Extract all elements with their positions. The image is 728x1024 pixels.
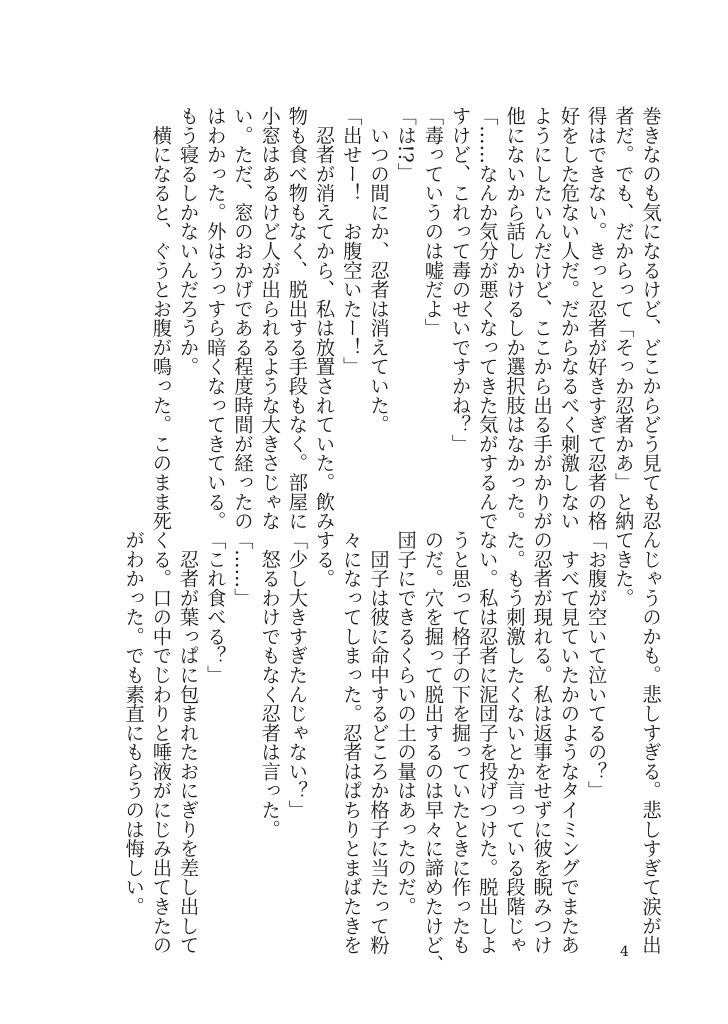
text-line: すべて見ていたかのようなタイミングでまたあ [557, 530, 581, 955]
text-line: 「……なんか気分が悪くなってきた気がするんで [475, 106, 499, 531]
text-line: 巻きなのも気になるけど、どこからどう見ても忍 [639, 106, 662, 531]
text-line: もう寝るしかないんだろうか。 [176, 106, 200, 377]
text-line: 「出せー！ お腹空いたー！」 [339, 106, 363, 377]
text-line: 団子は彼に命中するどころか格子に当たって粉 [366, 530, 390, 955]
text-line: 他にないから話しかけるしか選択肢はなかった。 [502, 106, 526, 531]
text-line: た。もう刺激したくないとか言っている段階じゃ [502, 530, 526, 955]
text-line: 物も食べ物もなく、脱出する手段もなく。部屋に [285, 106, 309, 531]
text-line: の忍者が現れる。私は返事をせずに彼を睨みつけ [530, 530, 554, 955]
text-line: 小窓はあるけど人が出られるような大きさじゃな [258, 106, 282, 531]
text-line: 「これ食べる？」 [203, 530, 227, 685]
text-line: てきた。 [611, 530, 635, 608]
text-line: 忍者が消えてから、私は放置されていた。飲み [312, 106, 336, 531]
text-line: 団子にできるくらいの土の量はあったのだ。 [394, 530, 418, 916]
text-line: 得はできない。きっと忍者が好きすぎて忍者の格 [584, 106, 608, 531]
text-line: 「お腹が空いて泣いてるの？」 [584, 530, 608, 801]
text-line: 怒るわけでもなく忍者は言った。 [258, 530, 282, 839]
text-line: うと思って格子の下を掘っていたときに作ったも [448, 530, 472, 955]
text-line: すけど、これって毒のせいですかね？」 [448, 106, 472, 454]
text-line: はわかった。外はうっすら暗くなってきている。 [203, 106, 227, 531]
text-line: 「は!?」 [394, 106, 418, 182]
text-line: 「……」 [230, 530, 254, 608]
text-line: いつの間にか、忍者は消えていた。 [366, 106, 390, 434]
upper-text-block [120, 106, 664, 531]
text-line: くる。口の中でじわりと唾液がにじみ出てきたの [149, 530, 173, 955]
text-line: 好をした危ない人だ。だからなるべく刺激しない [557, 106, 581, 531]
text-line: 者だ。でも、だからって「そっか忍者かあ」と納 [611, 106, 635, 531]
text-line: ない。私は忍者に泥団子を投げつけた。脱出しよ [475, 530, 499, 955]
text-line: い。ただ、窓のおかげである程度時間が経ったの [230, 106, 254, 531]
text-line: 「少し大きすぎたんじゃない？」 [285, 530, 309, 820]
text-line: 横になると、ぐうとお腹が鳴った。このまま死 [149, 106, 173, 531]
text-line: する。 [312, 530, 336, 588]
text-line: んじゃうのかも。悲しすぎる。悲しすぎて涙が出 [639, 530, 662, 955]
text-line: 々になってしまった。忍者はぱちりとまばたきを [339, 530, 363, 955]
text-line: のだ。穴を掘って脱出するのは早々に諦めたけど、 [421, 530, 445, 974]
page-number: 4 [620, 944, 629, 960]
text-line: 忍者が葉っぱに包まれたおにぎりを差し出して [176, 530, 200, 955]
text-line: がわかった。でも素直にもらうのは悔しい。 [122, 530, 146, 916]
lower-text-block [120, 530, 664, 974]
text-line: 「毒っていうのは嘘だよ」 [421, 106, 445, 338]
text-line: ようにしたいんだけど、ここから出る手がかりが [530, 106, 554, 531]
